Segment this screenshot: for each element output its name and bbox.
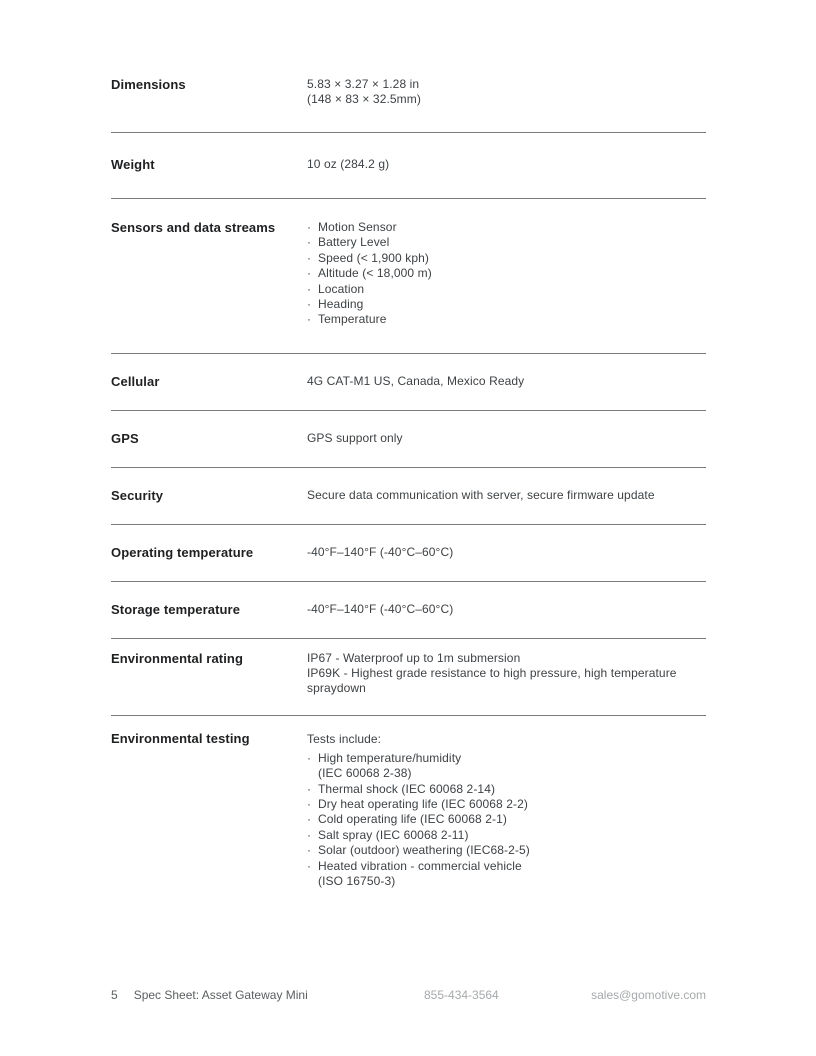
bullet-item [307,220,706,235]
bullet-text-line: Temperature [318,312,387,327]
spec-label: Weight [111,157,155,172]
spec-value [307,157,706,173]
page-number: 5 [111,988,118,1002]
bullet-dot-icon: · [307,750,312,765]
bullet-text-line: Altitude (< 18,000 m) [318,266,432,281]
bullet-text-line: High temperature/humidity [318,750,462,765]
spec-row [111,133,706,199]
bullet-text-line: Speed (< 1,900 kph) [318,250,429,265]
spec-value-intro: Tests include: [307,731,382,746]
spec-value [307,77,706,107]
bullet-text [318,251,706,266]
spec-row [111,582,706,639]
spec-value-line: 10 oz (284.2 g) [307,157,390,171]
page-footer [111,988,706,1004]
spec-row [111,354,706,411]
bullet-text [318,266,706,281]
spec-row [111,525,706,582]
spec-row [111,199,706,354]
bullet-dot-icon: · [307,250,312,265]
spec-value [307,731,706,890]
doc-title: Spec Sheet: Asset Gateway Mini [133,988,308,1002]
bullet-text [318,843,706,858]
bullet-text-line: (IEC 60068 2-38) [318,766,412,781]
bullet-text [318,782,706,797]
bullet-dot-icon: · [307,812,312,827]
bullet-dot-icon: · [307,312,312,327]
bullet-text [318,797,706,812]
bullet-text [318,220,706,235]
bullet-text-line: Salt spray (IEC 60068 2-11) [318,827,469,842]
bullet-text-line: Heated vibration - commercial vehicle [318,858,522,873]
bullet-dot-icon: · [307,827,312,842]
bullet-item [307,782,706,797]
bullet-dot-icon: · [307,235,312,250]
spec-value-line: GPS support only [307,430,403,445]
bullet-text-line: Motion Sensor [318,220,397,234]
spec-label: Storage temperature [111,601,241,617]
bullet-text [318,235,706,250]
spec-label: Environmental testing [111,730,250,746]
spec-row [111,0,706,133]
spec-row [111,411,706,468]
spec-row [111,468,706,525]
bullet-item [307,282,706,297]
bullet-item [307,751,706,782]
bullet-dot-icon: · [307,797,312,812]
spec-label: Cellular [111,373,160,389]
bullet-text [318,312,706,327]
bullet-list [307,751,706,890]
bullet-dot-icon: · [307,858,312,873]
spec-value [307,374,706,390]
spec-table [111,0,706,890]
bullet-text-line: Battery Level [318,235,390,250]
bullet-dot-icon: · [307,297,312,312]
bullet-text [318,297,706,312]
spec-label: Operating temperature [111,544,254,560]
bullet-dot-icon: · [307,266,312,281]
footer-phone: 855-434-3564 [424,988,499,1002]
spec-row [111,716,706,890]
footer-email: sales@gomotive.com [591,988,706,1002]
bullet-text-line: Thermal shock (IEC 60068 2-14) [318,781,496,796]
spec-value-line: (148 × 83 × 32.5mm) [307,92,421,106]
spec-value-line: 5.83 × 3.27 × 1.28 in [307,77,420,91]
bullet-dot-icon: · [307,281,312,296]
spec-value [307,488,706,504]
bullet-item [307,297,706,312]
bullet-text-line: Location [318,281,365,296]
bullet-item [307,312,706,327]
spec-value [307,651,706,696]
bullet-item [307,235,706,250]
bullet-item [307,843,706,858]
spec-value-line: IP67 - Waterproof up to 1m submersion [307,650,521,665]
spec-label: Sensors and data streams [111,220,276,235]
bullet-item [307,828,706,843]
bullet-text [318,282,706,297]
spec-value-line: IP69K - Highest grade resistance to high pressure, high temperature spraydown [307,665,677,695]
bullet-item [307,266,706,281]
spec-value-line: -40°F–140°F (-40°C–60°C) [307,544,454,559]
bullet-list [307,220,706,328]
bullet-dot-icon: · [307,781,312,796]
spec-label: Security [111,487,164,503]
spec-value-line: 4G CAT-M1 US, Canada, Mexico Ready [307,373,525,388]
spec-row [111,639,706,716]
bullet-item [307,859,706,890]
bullet-item [307,797,706,812]
bullet-text-line: Cold operating life (IEC 60068 2-1) [318,812,507,827]
spec-value [307,602,706,618]
spec-label: Dimensions [111,77,186,92]
spec-label: GPS [111,430,139,446]
spec-value [307,545,706,561]
spec-value [307,431,706,447]
bullet-item [307,251,706,266]
bullet-text [318,751,706,782]
bullet-text [318,859,706,890]
spec-label: Environmental rating [111,650,244,666]
spec-value-line: Secure data communication with server, secure firmware update [307,487,655,502]
bullet-text [318,828,706,843]
bullet-text-line: Heading [318,297,364,312]
bullet-text [318,812,706,827]
bullet-item [307,812,706,827]
spec-value [307,220,706,328]
bullet-text-line: Dry heat operating life (IEC 60068 2-2) [318,797,529,812]
bullet-dot-icon: · [307,843,312,858]
spec-value-line: -40°F–140°F (-40°C–60°C) [307,601,454,616]
bullet-text-line: Solar (outdoor) weathering (IEC68-2-5) [318,843,530,858]
bullet-text-line: (ISO 16750-3) [318,874,396,889]
bullet-dot-icon: · [307,220,312,234]
